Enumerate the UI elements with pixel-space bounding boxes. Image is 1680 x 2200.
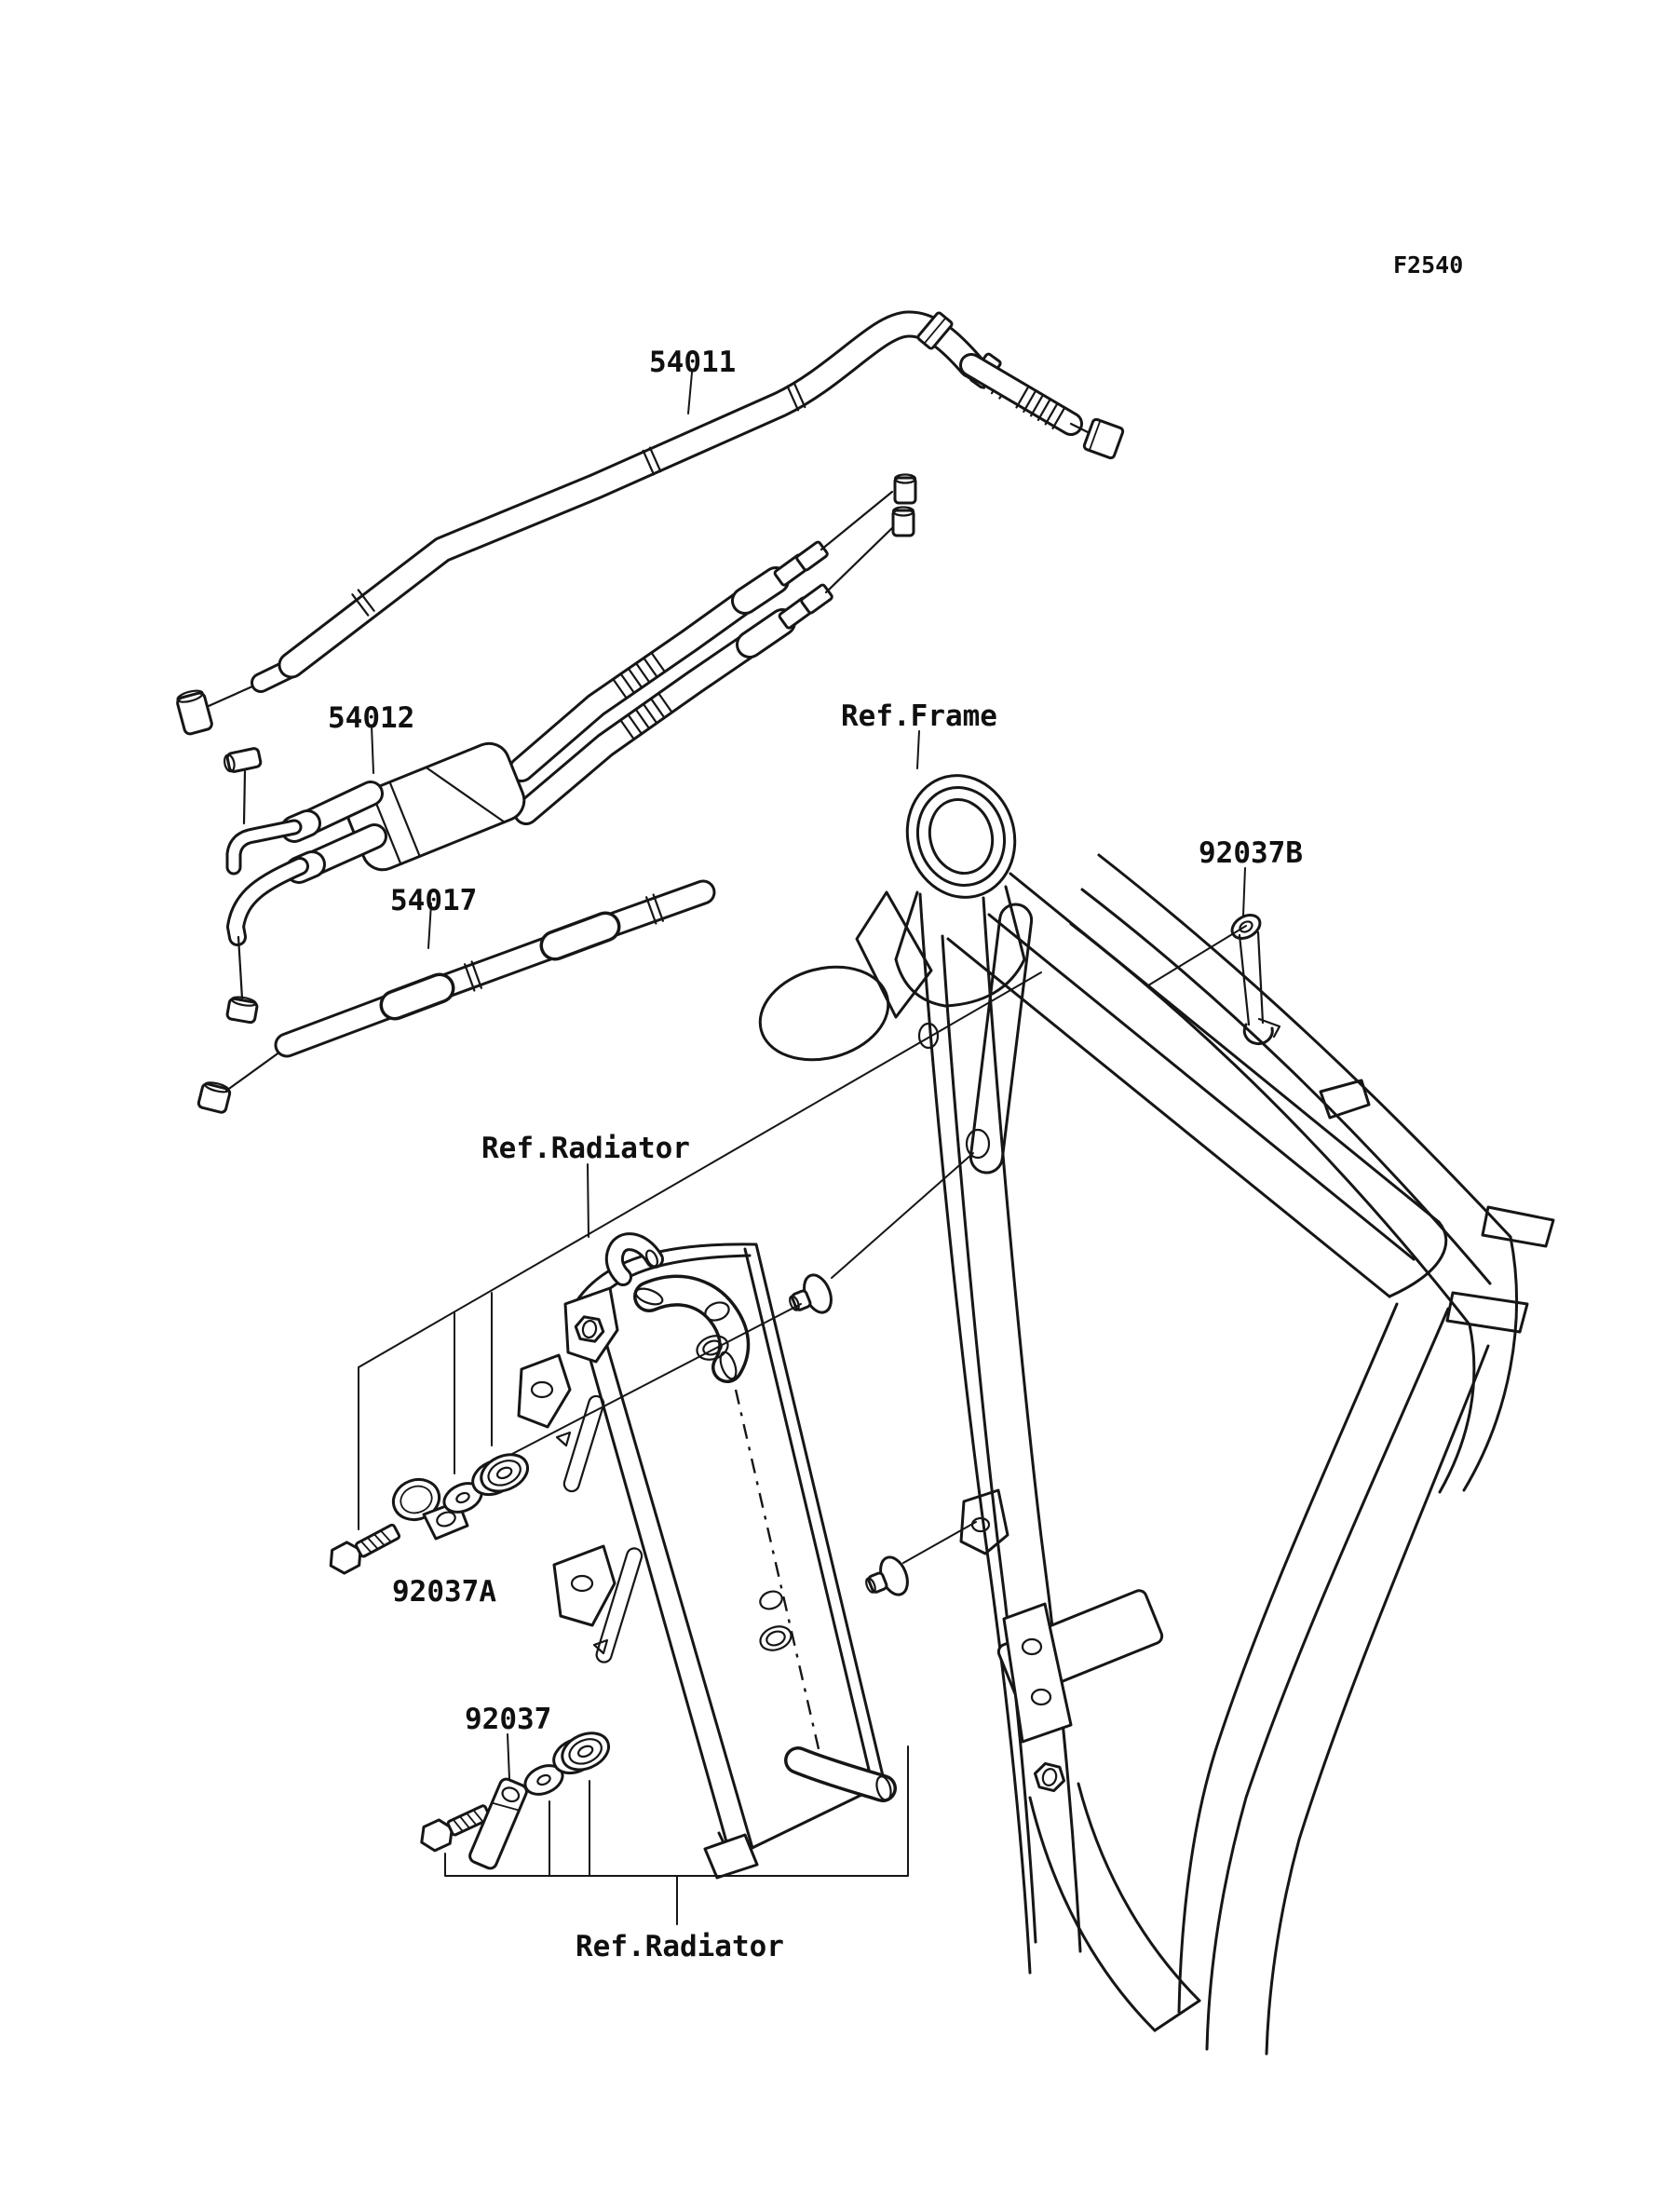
frame-bolt: [1032, 1762, 1066, 1793]
part-label-92037a: 92037A: [392, 1575, 496, 1609]
damper-grommet-upper: [783, 1271, 836, 1323]
ref-frame-label: Ref.Frame: [841, 699, 997, 733]
bolt-92037a: [325, 1519, 403, 1577]
leader-ref-frame: [917, 731, 919, 768]
part-label-92037b: 92037B: [1199, 836, 1303, 870]
hardware-92037-group: [416, 1726, 615, 1870]
ref-radiator-upper-label: Ref.Radiator: [481, 1132, 690, 1165]
frame-drawing: [750, 763, 1553, 2054]
hardware-92037a-group: [325, 1447, 534, 1577]
damper-grommet-lower: [860, 1554, 913, 1605]
leader-92037b: [1243, 868, 1245, 916]
leader-ref-radiator-upper: [588, 1164, 589, 1237]
part-label-54017: 54017: [390, 884, 478, 917]
part-label-54012: 54012: [328, 701, 415, 735]
part-label-92037: 92037: [465, 1703, 552, 1736]
leader-92037: [508, 1734, 509, 1779]
radiator-drawing: [519, 1242, 893, 1878]
cable-54017: [197, 892, 703, 1113]
part-label-54011: 54011: [649, 346, 737, 379]
band-clamp-92037b: [1228, 910, 1280, 1043]
figure-code-label: F2540: [1393, 251, 1464, 278]
ref-radiator-lower-label: Ref.Radiator: [576, 1930, 784, 1963]
